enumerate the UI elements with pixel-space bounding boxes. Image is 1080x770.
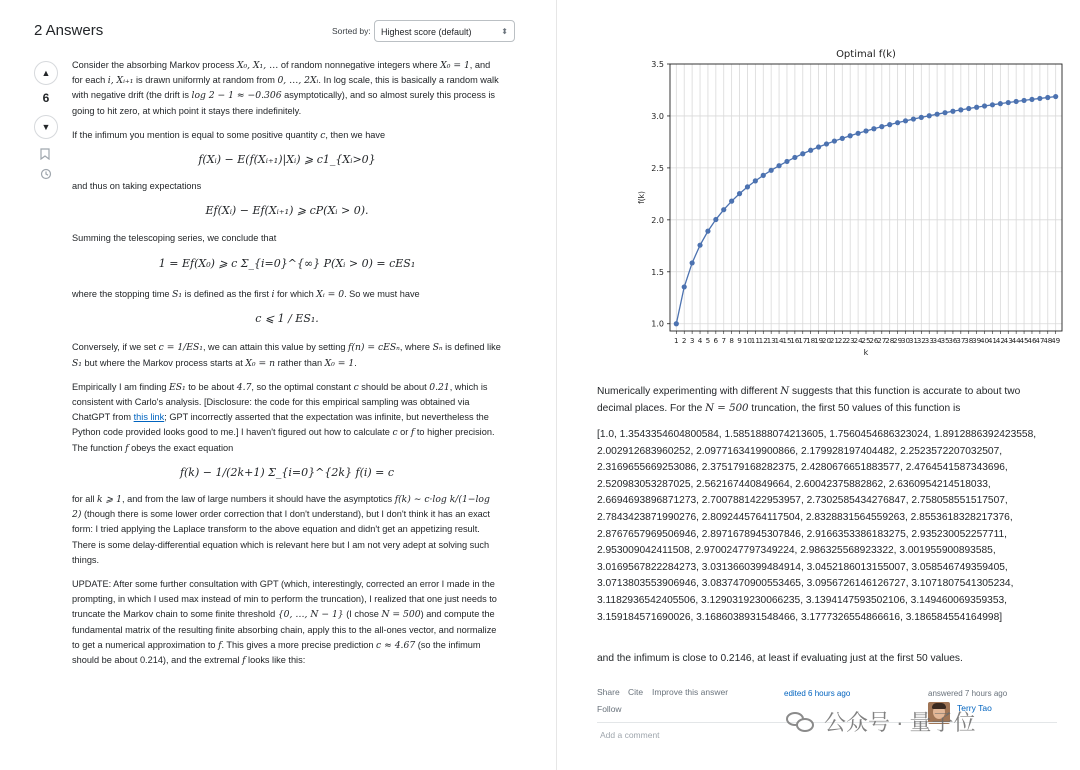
equation: Ef(Xᵢ) − Ef(Xᵢ₊₁) ⩾ cP(Xᵢ > 0). [205, 204, 369, 218]
x-tick-label: 12 [758, 336, 768, 345]
x-tick-label: 44 [1011, 336, 1021, 345]
data-point [737, 191, 742, 196]
x-tick-label: 5 [705, 336, 711, 345]
data-point [682, 284, 687, 289]
x-tick-label: 15 [782, 336, 792, 345]
data-point [1014, 99, 1019, 104]
data-point [705, 229, 710, 234]
data-point [761, 173, 766, 178]
x-tick-label: 2 [681, 336, 687, 345]
data-point [1021, 98, 1026, 103]
x-tick-label: 27 [877, 336, 887, 345]
x-tick-label: 24 [853, 336, 863, 345]
x-tick-label: 45 [1019, 336, 1029, 345]
add-comment-link[interactable]: Add a comment [600, 730, 660, 740]
data-point [816, 144, 821, 149]
downvote-button[interactable] [34, 115, 58, 139]
data-point [840, 136, 845, 141]
data-point [784, 159, 789, 164]
answer-paragraph: where the stopping time S₁ is defined as the first i for which Xᵢ = 0. So we must have [72, 289, 420, 301]
x-tick-label: 1 [674, 336, 679, 345]
caret-up-icon: ▲ [41, 68, 51, 78]
data-point [863, 128, 868, 133]
caret-down-icon: ▼ [41, 122, 51, 132]
author-link[interactable]: Terry Tao [957, 703, 992, 713]
data-point [982, 103, 987, 108]
data-point [729, 199, 734, 204]
answer-paragraph: for all k ⩾ 1, and from the law of large numbers it should have the asymptotics f(k) ∼ c·log k/(1−log 2) (though there is some lower order correction that I don't understand), but I don't think it has an exact form: I tried applying the Laplace transform to the above equation and didn't get an appetizing result. There is some delay-differential equation which is relevant here but I am not very adept at solving such things. [72, 494, 490, 565]
chevron-updown-icon: ⬍ [501, 27, 508, 36]
x-tick-label: 39 [972, 336, 982, 345]
equation: 1 = Ef(X₀) ⩾ c Σ_{i=0}^{∞} P(Xᵢ > 0) = cES₁ [158, 256, 416, 270]
x-tick-label: 22 [837, 336, 847, 345]
x-tick-label: 35 [940, 336, 950, 345]
x-tick-label: 21 [829, 336, 839, 345]
data-point [895, 120, 900, 125]
x-tick-label: 36 [948, 336, 958, 345]
sort-value: Highest score (default) [381, 27, 472, 37]
vote-count: 6 [42, 91, 50, 105]
x-tick-label: 32 [916, 336, 926, 345]
y-tick-label: 1.0 [651, 319, 664, 329]
data-point [887, 122, 892, 127]
equation: f(Xᵢ) − E(f(Xᵢ₊₁)|Xᵢ) ⩾ c1_{Xᵢ>0} [198, 153, 376, 167]
cite-link[interactable]: Cite [628, 687, 644, 697]
x-tick-label: 30 [900, 336, 911, 345]
data-point [674, 321, 679, 326]
y-tick-label: 3.0 [651, 111, 664, 121]
data-point [745, 184, 750, 189]
x-tick-label: 37 [956, 336, 966, 345]
y-tick-label: 3.5 [651, 60, 664, 69]
answer-paragraph: Conversely, if we set c = 1/ES₁, we can attain this value by setting f(n) = cESₙ, where Sₙ is defined like S₁ but where the Markov process starts at X₀ = n rather than X₀ = 1. [72, 342, 501, 369]
edited-time-link[interactable]: edited 6 hours ago [784, 689, 851, 698]
data-point [919, 115, 924, 120]
x-tick-label: 23 [845, 336, 855, 345]
data-point [1029, 97, 1034, 102]
x-tick-label: 3 [689, 336, 695, 345]
values-list: [1.0, 1.3543354604800584, 1.5851888074213605, 1.7560454686323024, 1.8912886392423558, 2.002912683960252, 2.0977163419900866, 2.179928197404482, 2.2523572207032507, 2.3169655669253086, 2.375179168282375, 2.4280676651883577, 2.4764541587343696, 2.520983053287025, 2.562167440849664, 2.60042375882862, 2.6360954214518033, 2.6694693896871273, 2.7007881422953957, 2.7302585434276847, 2.758058551517507, 2.7843423871990276, 2.8092445764117504, 2.8328831564559263, 2.8553618328217376, 2.8767657969506946, 2.8971678945307846, 2.9166353386183275, 2.935230052257711, 2.953009042411508, 2.9700247797349224, 2.986325568923322, 3.001955900893585, 3.0169567822284273, 3.0313660399484914, 3.0452186013155007, 3.058546749359405, 3.0713803553906946, 3.0837470900553465, 3.0956726146126727, 3.1071807541305234, 3.1182936542405506, 3.1290319230066235, 3.1394147593502106, 3.149460069359353, 3.159184571690026, 3.1686038931548466, 3.1777326554866616, 3.186584554164998] [597, 429, 1037, 623]
data-point [697, 243, 702, 248]
follow-link[interactable]: Follow [597, 704, 622, 714]
sort-select[interactable] [374, 20, 515, 42]
watermark [786, 706, 976, 737]
data-point [942, 110, 947, 115]
x-tick-label: 16 [790, 336, 800, 345]
equation: c ⩽ 1 / ES₁. [255, 312, 319, 326]
data-point [690, 260, 695, 265]
data-point [1006, 100, 1011, 105]
x-axis-label: k [863, 348, 869, 357]
y-axis-label: f(k) [637, 191, 646, 204]
x-tick-label: 46 [1027, 336, 1037, 345]
x-tick-label: 18 [806, 336, 816, 345]
data-point [855, 131, 860, 136]
x-tick-label: 11 [750, 336, 760, 345]
x-tick-label: 41 [987, 336, 998, 345]
x-tick-label: 29 [893, 336, 903, 345]
chart-title: Optimal f(k) [836, 49, 896, 60]
x-tick-label: 14 [774, 336, 784, 345]
answer-paragraph: Consider the absorbing Markov process X₀, X₁, … of random nonnegative integers where X₀ = 1, and for each i, Xᵢ₊₁ is drawn uniformly at random from 0, …, 2Xᵢ. In log scale, this is basically a random walk with negative drift (the drift is log 2 − 1 ≈ −0.306 asymptotically), and so almost surely this process is going to hit zero, at which point it stays there indefinitely. [72, 60, 499, 116]
x-tick-label: 40 [979, 336, 990, 345]
data-point [903, 118, 908, 123]
x-tick-label: 8 [729, 336, 734, 345]
x-tick-label: 31 [908, 336, 918, 345]
data-point [935, 112, 940, 117]
x-tick-label: 4 [697, 336, 703, 345]
x-tick-label: 19 [814, 336, 824, 345]
x-tick-label: 17 [798, 336, 808, 345]
data-point [966, 106, 971, 111]
data-point [848, 133, 853, 138]
answer-paragraph: UPDATE: After some further consultation with GPT (which, interestingly, corrected an error I made in the prompting, in which I used max instead of min to perform the truncation), I realized that one just needs to truncate the Markov chain to some finite threshold {0, …, N − 1} (I chose N = 500) and compute the fundamental matrix of the resulting finite absorbing chain, apply this to the all-ones vector, and normalize to get a numerical approximation to f. This gives a more precise prediction c ≈ 4.67 (so the infimum should be about 0.214), and the extremal f looks like this: [72, 579, 497, 667]
data-point [800, 151, 805, 156]
upvote-button[interactable] [34, 61, 58, 85]
data-point [824, 141, 829, 146]
wechat-icon [786, 710, 816, 734]
data-point [1037, 96, 1042, 101]
sort-label: Sorted by: [332, 26, 371, 36]
data-point [974, 105, 979, 110]
bookmark-icon[interactable] [40, 148, 50, 163]
x-tick-label: 48 [1043, 336, 1053, 345]
share-link[interactable]: Share [597, 687, 620, 697]
x-tick-label: 49 [1051, 336, 1061, 345]
answer-paragraph: and thus on taking expectations [72, 181, 202, 192]
data-point [927, 113, 932, 118]
x-tick-label: 9 [737, 336, 742, 345]
data-point [721, 207, 726, 212]
y-tick-label: 2.0 [651, 215, 664, 225]
data-point [879, 124, 884, 129]
answer-body [72, 58, 502, 677]
answers-count: 2 Answers [34, 22, 104, 39]
answer-paragraph: Numerically experimenting with different N suggests that this function is accurate to about two decimal places. For the N = 500 truncation, the first 50 values of this function is [597, 386, 1021, 414]
data-point [990, 102, 995, 107]
data-point [713, 217, 718, 222]
x-tick-label: 13 [766, 336, 776, 345]
equation: f(k) − 1/(2k+1) Σ_{i=0}^{2k} f(i) = c [179, 465, 395, 479]
y-tick-label: 2.5 [651, 163, 664, 173]
x-tick-label: 42 [995, 336, 1005, 345]
x-tick-label: 26 [869, 336, 879, 345]
data-point [950, 109, 955, 114]
data-point [911, 116, 916, 121]
improve-answer-link[interactable]: Improve this answer [652, 687, 729, 697]
data-point [808, 148, 813, 153]
answered-time: answered 7 hours ago [928, 689, 1008, 698]
data-point [871, 126, 876, 131]
answer-paragraph: If the infimum you mention is equal to some positive quantity c, then we have [72, 129, 386, 141]
x-tick-label: 10 [742, 336, 753, 345]
answer-paragraph: and the infimum is close to 0.2146, at least if evaluating just at the first 50 values. [597, 653, 963, 664]
x-tick-label: 33 [924, 336, 934, 345]
x-tick-label: 34 [932, 336, 942, 345]
x-tick-label: 7 [721, 336, 727, 345]
x-tick-label: 20 [821, 336, 832, 345]
data-point [958, 107, 963, 112]
x-tick-label: 6 [713, 336, 719, 345]
watermark-text: 公众号 · 量子位 [824, 710, 976, 735]
data-point [792, 155, 797, 160]
optimal-f-chart [597, 42, 1080, 372]
data-point [769, 168, 774, 173]
x-tick-label: 38 [964, 336, 974, 345]
history-icon[interactable] [40, 168, 52, 183]
data-point [998, 101, 1003, 106]
x-tick-label: 25 [861, 336, 871, 345]
data-point [753, 178, 758, 183]
data-point [832, 138, 837, 143]
x-tick-label: 28 [885, 336, 895, 345]
data-point [776, 163, 781, 168]
answer-paragraph: Empirically I am finding ES₁ to be about 4.7, so the optimal constant c should be about 0.21, which is consistent with Carlo's analysis. [Disclosure: the code for this empirical sampling was obtained via ChatGPT from this link; GPT incorrectly asserted that the expectation was infinite, but nevertheless the Python code provided looks good to me.] I haven't figured out how to calculate c or f to higher precision. The function f obeys the exact equation [72, 381, 495, 454]
data-point [1045, 95, 1050, 100]
this-link[interactable]: this link [133, 412, 165, 423]
y-tick-label: 1.5 [651, 267, 664, 277]
x-tick-label: 43 [1003, 336, 1013, 345]
x-tick-label: 47 [1035, 336, 1045, 345]
answer-paragraph: Summing the telescoping series, we conclude that [72, 232, 277, 243]
data-point [1053, 94, 1058, 99]
